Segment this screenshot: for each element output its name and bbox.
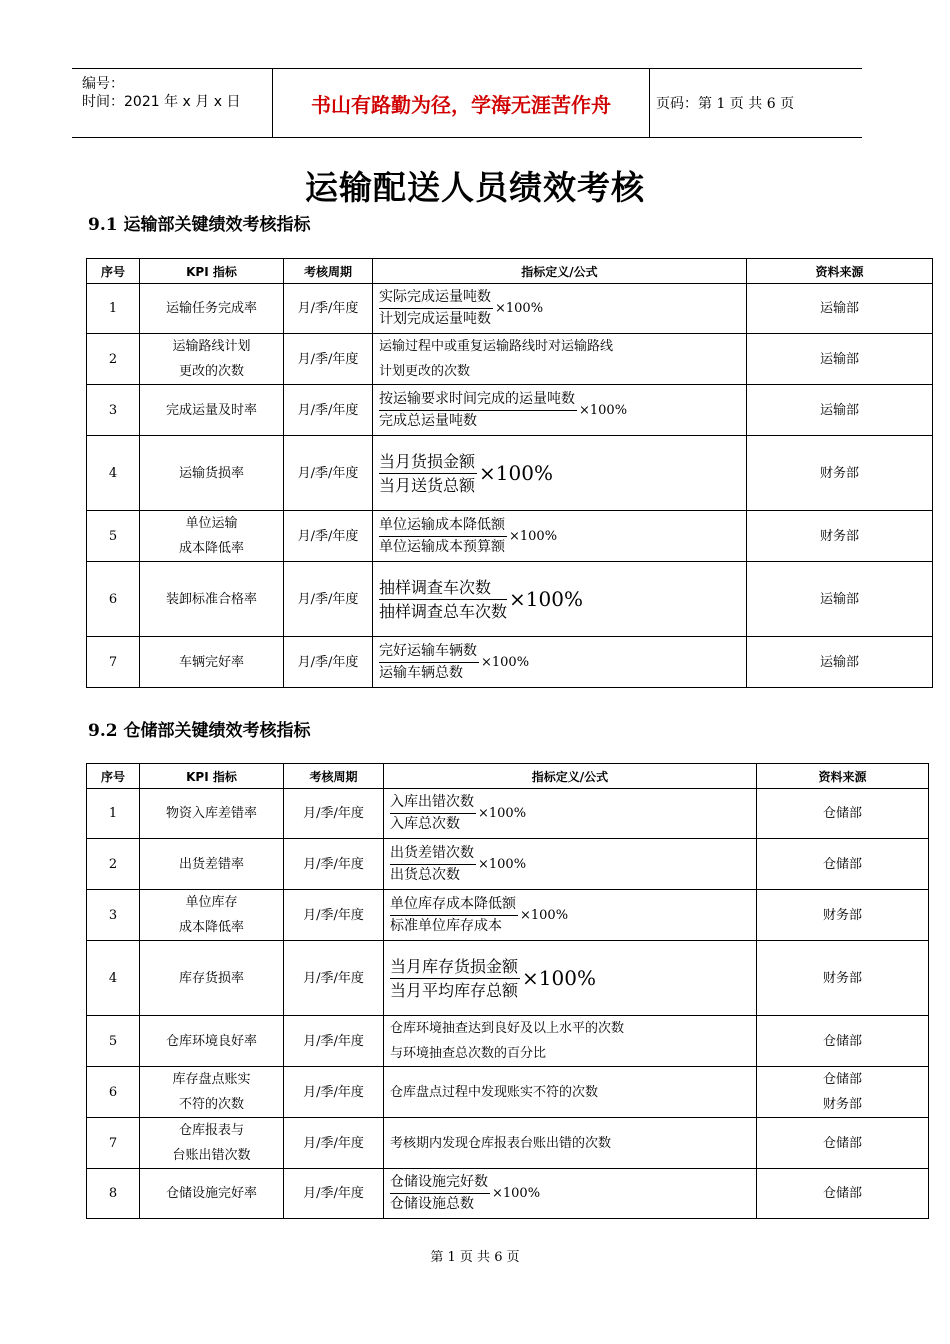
definition-line: 计划更改的次数 xyxy=(379,364,471,379)
kpi-name-line: 台账出错次数 xyxy=(172,1148,251,1163)
formula-multiplier: ×100% xyxy=(579,402,628,418)
column-header: 考核周期 xyxy=(284,259,373,284)
formula xyxy=(379,515,557,558)
section-heading-transport: 9.1 运输部关键绩效考核指标 xyxy=(88,215,311,235)
page-footer: 第 1 页 共 6 页 xyxy=(430,1250,520,1265)
formula-multiplier: ×100% xyxy=(520,907,569,923)
definition-line: 仓库盘点过程中发现账实不符的次数 xyxy=(390,1084,599,1100)
formula xyxy=(379,389,627,432)
definition-cell xyxy=(384,789,757,839)
warehouse-kpi-table xyxy=(86,763,929,1219)
data-source-line: 仓储部 xyxy=(822,1186,862,1201)
row-number: 1 xyxy=(87,284,140,334)
formula-denominator: 单位运输成本预算额 xyxy=(379,538,505,555)
formula-numerator: 出货差错次数 xyxy=(390,843,476,865)
row-number: 4 xyxy=(87,436,140,511)
column-header: 序号 xyxy=(87,764,140,789)
table-row xyxy=(87,839,929,890)
definition-line: 运输过程中或重复运输路线时对运输路线 xyxy=(379,339,614,354)
data-source-line: 财务部 xyxy=(822,907,862,923)
formula-numerator: 单位库存成本降低额 xyxy=(390,894,518,916)
definition-cell xyxy=(384,890,757,941)
definition-cell xyxy=(384,839,757,890)
review-period: 月/季/年度 xyxy=(284,562,373,637)
definition-cell xyxy=(373,284,747,334)
kpi-name xyxy=(140,637,284,688)
definition-cell xyxy=(373,334,747,385)
header-motto: 书山有路勤为径，学海无涯苦作舟 xyxy=(272,69,650,137)
data-source xyxy=(747,284,933,334)
formula xyxy=(390,894,568,937)
table-row xyxy=(87,1118,929,1169)
kpi-name-line: 物资入库差错率 xyxy=(165,806,257,821)
formula xyxy=(379,450,553,497)
review-period: 月/季/年度 xyxy=(284,511,373,562)
kpi-name xyxy=(140,1016,284,1067)
kpi-name-line: 成本降低率 xyxy=(178,541,244,556)
kpi-name-line: 装卸标准合格率 xyxy=(165,591,257,607)
definition-cell xyxy=(384,1169,757,1219)
kpi-name-line: 库存货损率 xyxy=(178,970,244,986)
table-row xyxy=(87,334,933,385)
data-source-line: 财务部 xyxy=(822,1097,862,1112)
data-source-line: 财务部 xyxy=(819,465,859,481)
kpi-name-line: 出货差错率 xyxy=(178,856,244,872)
kpi-name xyxy=(140,334,284,385)
row-number: 4 xyxy=(87,941,140,1016)
formula-numerator: 入库出错次数 xyxy=(390,792,476,814)
review-period: 月/季/年度 xyxy=(284,1067,384,1118)
formula-numerator: 单位运输成本降低额 xyxy=(379,515,507,537)
data-source xyxy=(747,436,933,511)
formula-denominator: 入库总次数 xyxy=(390,816,460,832)
table-row xyxy=(87,562,933,637)
data-source-line: 仓储部 xyxy=(822,1135,862,1151)
data-source-line: 财务部 xyxy=(822,970,862,986)
data-source xyxy=(747,562,933,637)
column-header: 序号 xyxy=(87,259,140,284)
table-row xyxy=(87,890,929,941)
review-period: 月/季/年度 xyxy=(284,890,384,941)
formula-numerator: 当月货损金额 xyxy=(379,450,477,474)
definition-cell xyxy=(373,511,747,562)
review-period: 月/季/年度 xyxy=(284,385,373,436)
column-header: 资料来源 xyxy=(747,259,933,284)
data-source-line: 运输部 xyxy=(819,301,859,316)
definition-cell xyxy=(384,1118,757,1169)
kpi-name xyxy=(140,436,284,511)
header-page-label: 页码：第 1 页 共 6 页 xyxy=(656,96,795,112)
kpi-name-line: 运输路线计划 xyxy=(172,339,251,354)
row-number: 7 xyxy=(87,637,140,688)
formula-multiplier: ×100% xyxy=(478,806,527,821)
column-header: 指标定义/公式 xyxy=(373,259,747,284)
row-number: 2 xyxy=(87,839,140,890)
data-source-line: 仓储部 xyxy=(822,806,862,821)
data-source xyxy=(757,941,929,1016)
formula-denominator: 抽样调查总车次数 xyxy=(379,601,508,621)
formula-multiplier: ×100% xyxy=(522,965,596,990)
data-source xyxy=(757,789,929,839)
definition-line: 仓库环境抽查达到良好及以上水平的次数 xyxy=(390,1021,625,1036)
formula-denominator: 完成总运量吨数 xyxy=(379,412,477,429)
formula-numerator: 抽样调查车次数 xyxy=(379,576,507,600)
column-header: KPI 指标 xyxy=(140,259,284,284)
number-label: 编号： xyxy=(82,76,124,92)
definition-cell xyxy=(373,562,747,637)
formula-multiplier: ×100% xyxy=(509,586,583,611)
data-source xyxy=(757,1118,929,1169)
formula-multiplier: ×100% xyxy=(481,654,530,670)
formula-multiplier: ×100% xyxy=(479,460,553,485)
formula xyxy=(390,792,526,835)
definition-cell xyxy=(373,385,747,436)
column-header: 指标定义/公式 xyxy=(384,764,757,789)
kpi-name xyxy=(140,839,284,890)
row-number: 2 xyxy=(87,334,140,385)
data-source xyxy=(747,334,933,385)
formula-multiplier: ×100% xyxy=(509,528,558,544)
definition-cell xyxy=(384,1067,757,1118)
review-period: 月/季/年度 xyxy=(284,1118,384,1169)
formula-denominator: 计划完成运量吨数 xyxy=(379,311,491,327)
formula-numerator: 实际完成运量吨数 xyxy=(379,287,493,309)
kpi-name-line: 仓库环境良好率 xyxy=(165,1033,257,1049)
kpi-name xyxy=(140,941,284,1016)
section-heading-warehouse: 9.2 仓储部关键绩效考核指标 xyxy=(88,721,311,741)
table-header-row xyxy=(87,259,933,284)
data-source xyxy=(747,637,933,688)
kpi-name xyxy=(140,1169,284,1219)
table-row xyxy=(87,511,933,562)
row-number: 6 xyxy=(87,562,140,637)
formula xyxy=(379,641,529,684)
formula xyxy=(390,843,526,886)
definition-line: 与环境抽查总次数的百分比 xyxy=(390,1046,547,1061)
data-source-line: 仓储部 xyxy=(822,856,862,872)
table-row xyxy=(87,385,933,436)
row-number: 3 xyxy=(87,890,140,941)
kpi-name-line: 成本降低率 xyxy=(178,920,244,935)
data-source-line: 运输部 xyxy=(819,654,859,670)
definition-cell xyxy=(373,436,747,511)
row-number: 7 xyxy=(87,1118,140,1169)
data-source xyxy=(757,890,929,941)
formula-numerator: 按运输要求时间完成的运量吨数 xyxy=(379,389,577,411)
table-row xyxy=(87,1016,929,1067)
review-period: 月/季/年度 xyxy=(284,839,384,890)
row-number: 3 xyxy=(87,385,140,436)
kpi-name-line: 仓储设施完好率 xyxy=(165,1186,257,1201)
time-label: 时间：2021 年 x 月 x 日 xyxy=(82,94,241,110)
table-row xyxy=(87,436,933,511)
data-source xyxy=(757,1067,929,1118)
row-number: 5 xyxy=(87,511,140,562)
column-header: 考核周期 xyxy=(284,764,384,789)
formula-denominator: 当月送货总额 xyxy=(379,475,476,495)
data-source-line: 财务部 xyxy=(819,528,859,544)
review-period: 月/季/年度 xyxy=(284,637,373,688)
formula-denominator: 标准单位库存成本 xyxy=(390,917,502,934)
review-period: 月/季/年度 xyxy=(284,334,373,385)
data-source-line: 仓储部 xyxy=(822,1033,862,1049)
kpi-name xyxy=(140,1118,284,1169)
row-number: 5 xyxy=(87,1016,140,1067)
kpi-name-line: 更改的次数 xyxy=(178,364,244,379)
kpi-name xyxy=(140,1067,284,1118)
table-row xyxy=(87,637,933,688)
table-row xyxy=(87,789,929,839)
table-header-row xyxy=(87,764,929,789)
formula xyxy=(379,576,583,623)
review-period: 月/季/年度 xyxy=(284,436,373,511)
data-source-line: 仓储部 xyxy=(822,1072,862,1087)
definition-cell xyxy=(373,637,747,688)
row-number: 6 xyxy=(87,1067,140,1118)
document-title: 运输配送人员绩效考核 xyxy=(305,168,645,207)
column-header: KPI 指标 xyxy=(140,764,284,789)
data-source-line: 运输部 xyxy=(819,591,859,607)
definition-line: 考核期内发现仓库报表台账出错的次数 xyxy=(390,1135,612,1151)
formula-denominator: 运输车辆总数 xyxy=(379,664,463,681)
formula-multiplier: ×100% xyxy=(495,301,544,316)
table-row xyxy=(87,1067,929,1118)
kpi-name-line: 运输货损率 xyxy=(178,465,244,481)
data-source-line: 运输部 xyxy=(819,351,859,367)
column-header: 资料来源 xyxy=(757,764,929,789)
page-header xyxy=(72,68,862,138)
data-source xyxy=(757,839,929,890)
kpi-name xyxy=(140,789,284,839)
row-number: 1 xyxy=(87,789,140,839)
row-number: 8 xyxy=(87,1169,140,1219)
review-period: 月/季/年度 xyxy=(284,789,384,839)
definition-cell xyxy=(384,1016,757,1067)
formula-numerator: 当月库存货损金额 xyxy=(390,955,520,979)
formula-numerator: 仓储设施完好数 xyxy=(390,1172,490,1194)
formula-denominator: 仓储设施总数 xyxy=(390,1196,474,1212)
formula xyxy=(390,955,596,1002)
kpi-name xyxy=(140,284,284,334)
transport-kpi-table xyxy=(86,258,933,688)
table-row xyxy=(87,1169,929,1219)
data-source xyxy=(747,511,933,562)
formula-multiplier: ×100% xyxy=(478,856,527,872)
formula-multiplier: ×100% xyxy=(492,1186,541,1201)
kpi-name-line: 仓库报表与 xyxy=(178,1123,244,1138)
review-period: 月/季/年度 xyxy=(284,941,384,1016)
kpi-name-line: 车辆完好率 xyxy=(178,654,244,670)
definition-cell xyxy=(384,941,757,1016)
kpi-name-line: 库存盘点账实 xyxy=(172,1072,251,1087)
data-source-line: 运输部 xyxy=(819,402,859,418)
kpi-name-line: 完成运量及时率 xyxy=(165,402,257,418)
formula-denominator: 出货总次数 xyxy=(390,866,460,883)
header-meta xyxy=(72,69,272,137)
kpi-name-line: 单位运输 xyxy=(185,516,238,531)
review-period: 月/季/年度 xyxy=(284,1169,384,1219)
review-period: 月/季/年度 xyxy=(284,284,373,334)
formula xyxy=(390,1172,540,1215)
formula xyxy=(379,287,543,330)
kpi-name xyxy=(140,562,284,637)
kpi-name-line: 运输任务完成率 xyxy=(165,301,257,316)
formula-denominator: 当月平均库存总额 xyxy=(390,980,519,1000)
kpi-name xyxy=(140,511,284,562)
kpi-name-line: 不符的次数 xyxy=(178,1097,244,1112)
table-row xyxy=(87,941,929,1016)
kpi-name xyxy=(140,890,284,941)
data-source xyxy=(757,1016,929,1067)
table-row xyxy=(87,284,933,334)
data-source xyxy=(757,1169,929,1219)
formula-numerator: 完好运输车辆数 xyxy=(379,641,479,663)
kpi-name-line: 单位库存 xyxy=(185,895,238,910)
review-period: 月/季/年度 xyxy=(284,1016,384,1067)
data-source xyxy=(747,385,933,436)
kpi-name xyxy=(140,385,284,436)
